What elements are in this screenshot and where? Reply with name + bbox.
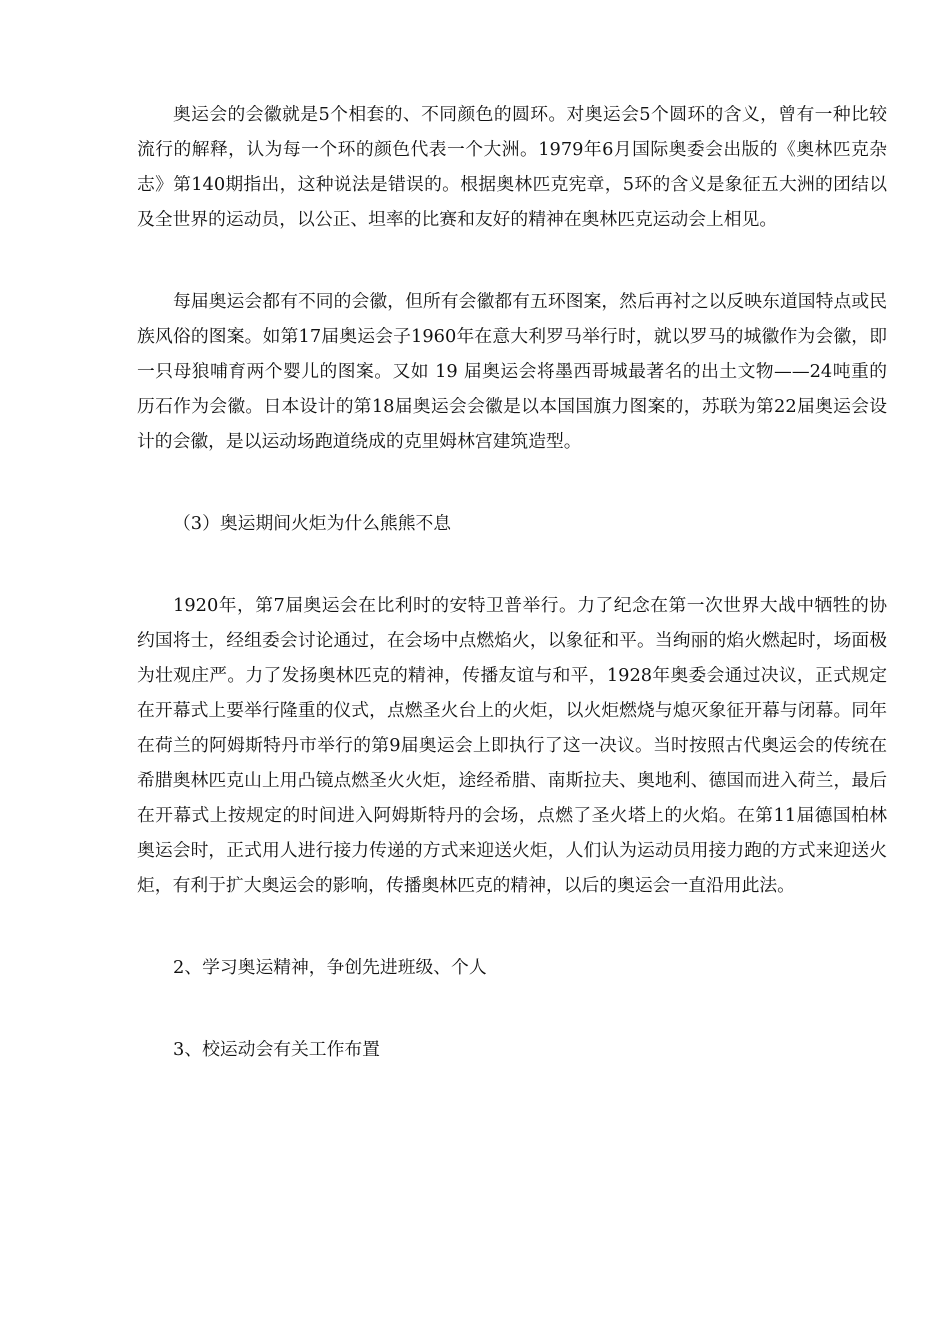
list-item-learn-olympic-spirit: 2、学习奥运精神，争创先进班级、个人 [173, 957, 487, 978]
list-item-sports-meet-arrangement: 3、校运动会有关工作布置 [173, 1039, 380, 1060]
document-body [137, 97, 887, 1067]
section-heading-olympic-torch: （3）奥运期间火炬为什么熊熊不息 [173, 513, 452, 534]
paragraph-olympic-torch-history: 1920年，第7届奥运会在比利时的安特卫普举行。力了纪念在第一次世界大战中牺牲的协约国将士，经组委会讨论通过，在会场中点燃焰火，以象征和平。当绚丽的焰火燃起时，场面极为壮观庄严。力了发扬奥林匹克的精神，传播友谊与和平，1928年奥委会通过决议，正式规定在开幕式上要举行隆重的仪式，点燃圣火台上的火炬，以火炬燃烧与熄灭象征开幕与闭幕。同年在荷兰的阿姆斯特丹市举行的第9届奥运会上即执行了这一决议。当时按照古代奥运会的传统在希腊奥林匹克山上用凸镜点燃圣火火炬，途经希腊、南斯拉夫、奥地利、德国而进入荷兰，最后在开幕式上按规定的时间进入阿姆斯特丹的会场，点燃了圣火塔上的火焰。在第11届德国柏林奥运会时，正式用人进行接力传递的方式来迎送火炬，人们认为运动员用接力跑的方式来迎送火炬，有利于扩大奥运会的影响，传播奥林匹克的精神，以后的奥运会一直沿用此法。 [137, 595, 887, 896]
paragraph-olympic-emblem-designs: 每届奥运会都有不同的会徽，但所有会徽都有五环图案，然后再衬之以反映东道国特点或民族风俗的图案。如第17届奥运会子1960年在意大利罗马举行时，就以罗马的城徽作为会徽，即一只母狼哺育两个婴儿的图案。又如 19 届奥运会将墨西哥城最著名的出土文物——24吨重的历石作为会徽。日本设计的第18届奥运会会徽是以本国国旗力图案的，苏联为第22届奥运会设计的会徽，是以运动场跑道绕成的克里姆林宫建筑造型。 [137, 291, 887, 452]
paragraph-olympic-emblem-meaning: 奥运会的会徽就是5个相套的、不同颜色的圆环。对奥运会5个圆环的含义，曾有一种比较流行的解释，认为每一个环的颜色代表一个大洲。1979年6月国际奥委会出版的《奥林匹克杂志》第140期指出，这种说法是错误的。根据奥林匹克宪章，5环的含义是象征五大洲的团结以及全世界的运动员，以公正、坦率的比赛和友好的精神在奥林匹克运动会上相见。 [137, 104, 887, 230]
